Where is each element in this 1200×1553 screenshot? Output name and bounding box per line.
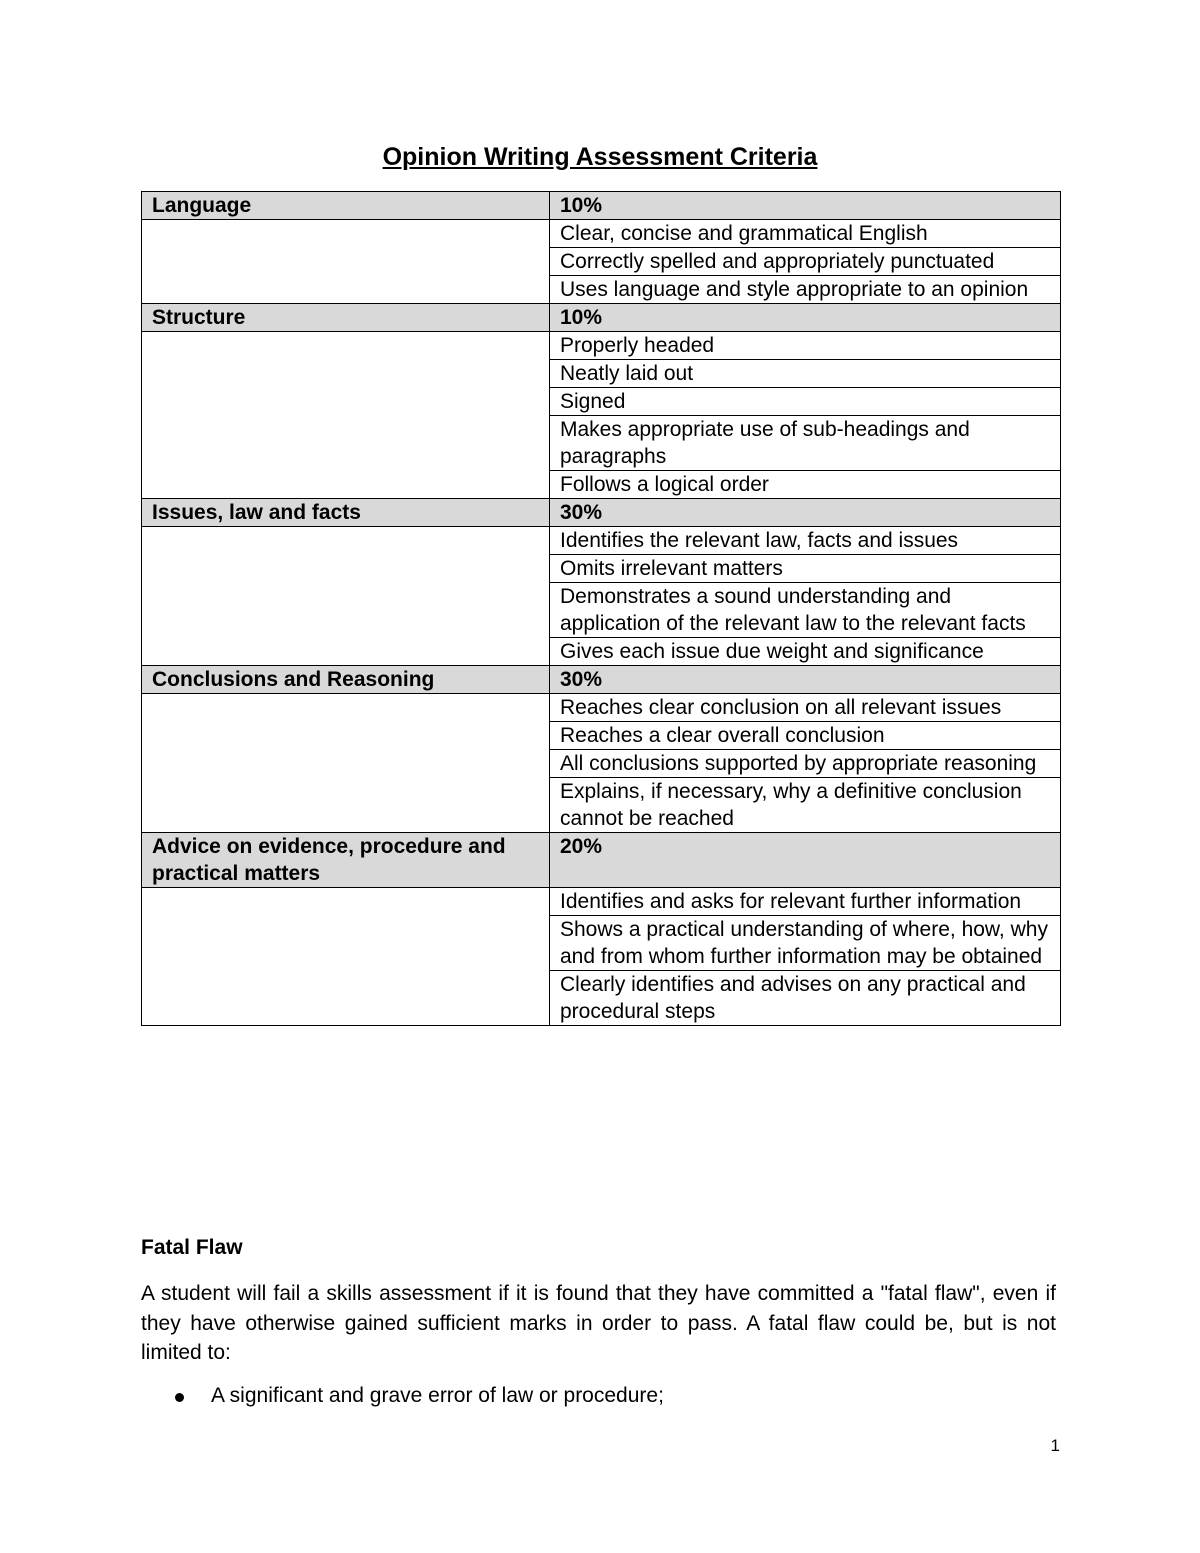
criterion-weight: 30% — [550, 666, 1061, 694]
criterion-name: Issues, law and facts — [142, 499, 550, 527]
criterion-name: Advice on evidence, procedure and practical matters — [142, 833, 550, 888]
criterion-item: Identifies and asks for relevant further information — [550, 888, 1061, 916]
fatal-flaw-paragraph: A student will fail a skills assessment if it is found that they have committed a "fatal flaw", even if they have otherwise gained sufficient marks in order to pass. A fatal flaw could be, but is not limited to: — [141, 1282, 1056, 1364]
criterion-header-row — [142, 833, 1061, 888]
criterion-item: All conclusions supported by appropriate reasoning — [550, 750, 1061, 778]
criterion-item: Correctly spelled and appropriately punctuated — [550, 248, 1061, 276]
criterion-item: Properly headed — [550, 332, 1061, 360]
criterion-item-row — [142, 220, 1061, 248]
blank-cell — [142, 220, 550, 304]
criterion-item: Reaches clear conclusion on all relevant issues — [550, 694, 1061, 722]
assessment-criteria-table — [141, 191, 1061, 1026]
criterion-item: Omits irrelevant matters — [550, 555, 1061, 583]
criterion-item-row — [142, 332, 1061, 360]
blank-cell — [142, 888, 550, 1026]
bullet-icon — [175, 1393, 184, 1402]
criterion-item-row — [142, 888, 1061, 916]
list-item — [141, 1381, 1056, 1411]
criterion-name: Structure — [142, 304, 550, 332]
criterion-name: Language — [142, 192, 550, 220]
criterion-header-row — [142, 192, 1061, 220]
criterion-weight: 30% — [550, 499, 1061, 527]
criterion-item-row — [142, 527, 1061, 555]
criterion-item: Demonstrates a sound understanding and application of the relevant law to the relevant facts — [550, 583, 1061, 638]
list-item-text: A significant and grave error of law or procedure; — [211, 1384, 664, 1407]
criterion-header-row — [142, 304, 1061, 332]
criterion-header-row — [142, 499, 1061, 527]
criterion-weight: 10% — [550, 304, 1061, 332]
criterion-item: Uses language and style appropriate to an opinion — [550, 276, 1061, 304]
criterion-item: Neatly laid out — [550, 360, 1061, 388]
criterion-item: Makes appropriate use of sub-headings and paragraphs — [550, 416, 1061, 471]
fatal-flaw-list — [141, 1381, 1056, 1411]
blank-cell — [142, 694, 550, 833]
criterion-item: Follows a logical order — [550, 471, 1061, 499]
page-number: 1 — [1050, 1436, 1060, 1455]
blank-cell — [142, 332, 550, 499]
fatal-flaw-heading: Fatal Flaw — [141, 1236, 243, 1259]
criterion-weight: 20% — [550, 833, 1061, 888]
criterion-name: Conclusions and Reasoning — [142, 666, 550, 694]
criterion-item: Reaches a clear overall conclusion — [550, 722, 1061, 750]
criterion-weight: 10% — [550, 192, 1061, 220]
blank-cell — [142, 527, 550, 666]
criterion-item: Clear, concise and grammatical English — [550, 220, 1061, 248]
criterion-item: Shows a practical understanding of where, how, why and from whom further information may be obtained — [550, 916, 1061, 971]
criterion-item: Gives each issue due weight and significance — [550, 638, 1061, 666]
criterion-item: Identifies the relevant law, facts and issues — [550, 527, 1061, 555]
criterion-item: Clearly identifies and advises on any practical and procedural steps — [550, 971, 1061, 1026]
criterion-item: Signed — [550, 388, 1061, 416]
criterion-item-row — [142, 694, 1061, 722]
document-title: Opinion Writing Assessment Criteria — [382, 143, 818, 171]
criterion-item: Explains, if necessary, why a definitive conclusion cannot be reached — [550, 778, 1061, 833]
criterion-header-row — [142, 666, 1061, 694]
